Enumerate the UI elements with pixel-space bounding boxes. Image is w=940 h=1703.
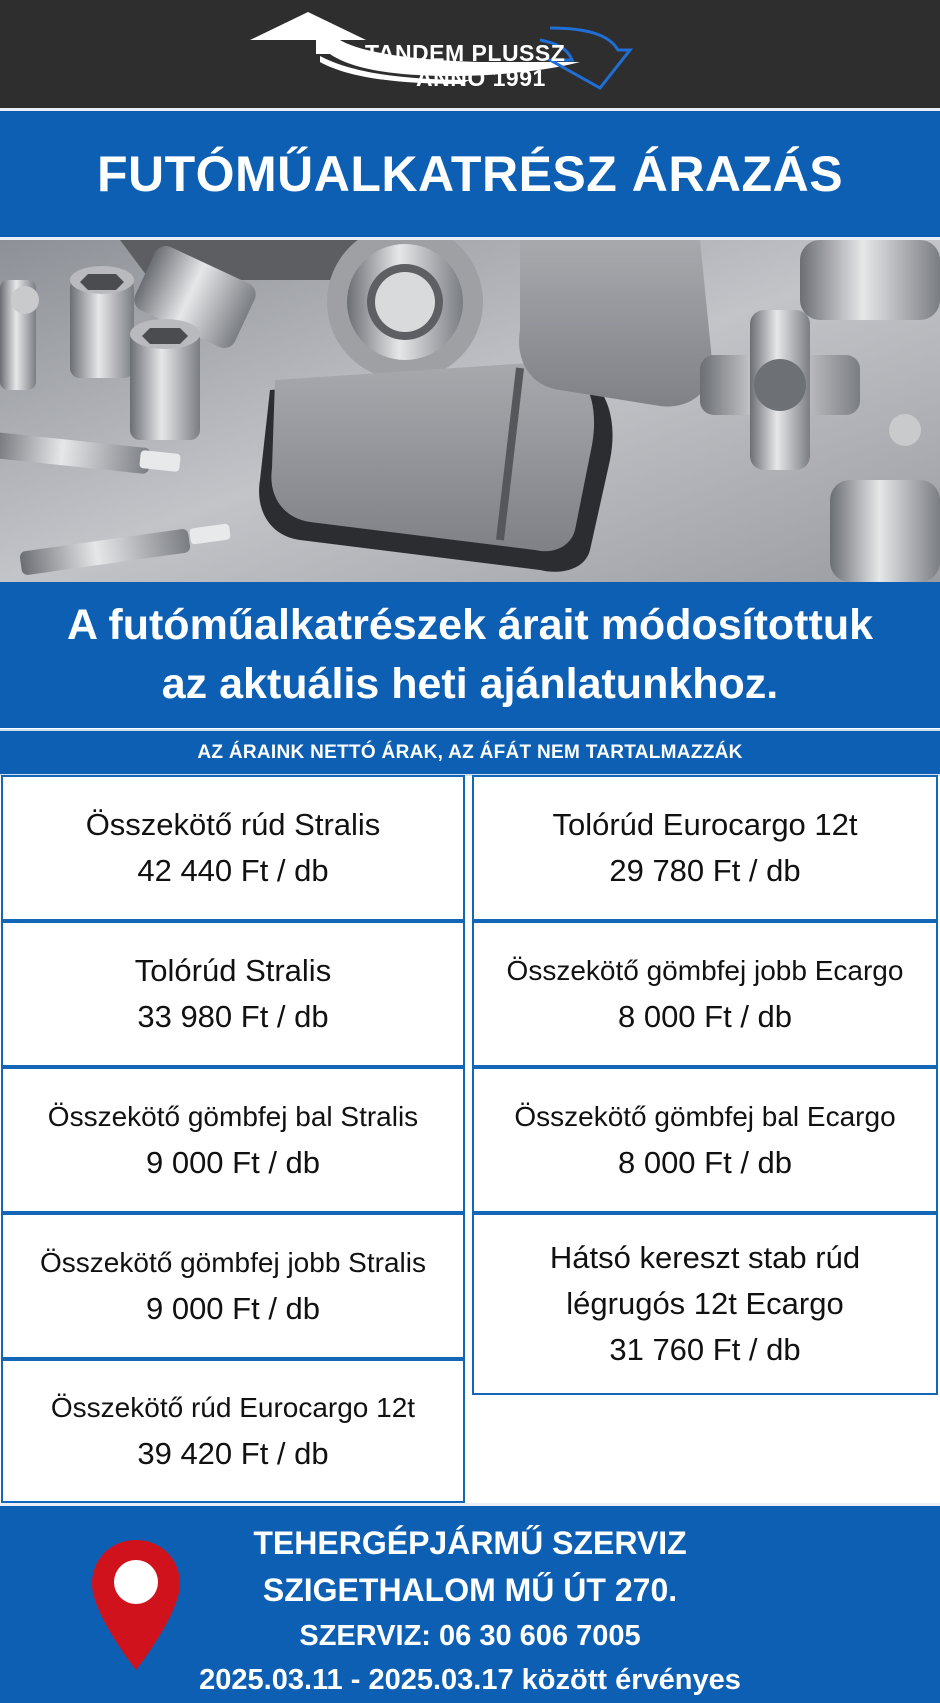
part-name: Összekötő rúd Stralis — [85, 807, 381, 842]
part-name: Összekötő rúd Eurocargo 12t — [50, 1392, 416, 1423]
price-card — [472, 1067, 938, 1213]
footer — [0, 1503, 940, 1703]
part-price: 29 780 Ft / db — [609, 853, 801, 888]
part-name-line-1: Hátsó kereszt stab rúd — [549, 1240, 861, 1275]
hero-image — [0, 240, 940, 582]
part-name: Tolórúd Stralis — [134, 953, 332, 988]
brand-name: TANDEM PLUSSZ — [365, 40, 566, 66]
price-card — [472, 921, 938, 1067]
price-card — [1, 775, 465, 921]
vat-note: AZ ÁRAINK NETTÓ ÁRAK, AZ ÁFÁT NEM TARTALMAZZÁK — [0, 729, 940, 776]
part-name: Tolórúd Eurocargo 12t — [552, 807, 858, 842]
part-name: Összekötő gömbfej jobb Stralis — [40, 1247, 426, 1278]
phone: SZERVIZ: 06 30 606 7005 — [299, 1620, 641, 1652]
announcement-line-1: A futóműalkatrészek árait módosítottuk — [67, 601, 873, 649]
price-card — [1, 921, 465, 1067]
part-price: 9 000 Ft / db — [145, 1291, 321, 1326]
price-grid — [0, 775, 940, 1503]
announcement — [0, 582, 940, 728]
price-card — [472, 1213, 938, 1395]
price-card — [1, 1067, 465, 1213]
validity: 2025.03.11 - 2025.03.17 között érvényes — [199, 1664, 741, 1696]
part-price: 42 440 Ft / db — [137, 853, 329, 888]
part-price: 9 000 Ft / db — [145, 1145, 321, 1180]
part-price: 39 420 Ft / db — [137, 1436, 329, 1471]
address: SZIGETHALOM MŰ ÚT 270. — [262, 1572, 678, 1608]
brand-tagline: ANNO 1991 — [416, 65, 546, 91]
price-card — [1, 1213, 465, 1359]
part-price: 8 000 Ft / db — [617, 999, 793, 1034]
page-title: FUTÓMŰALKATRÉSZ ÁRAZÁS — [96, 146, 844, 202]
part-name: Összekötő gömbfej bal Ecargo — [514, 1101, 896, 1132]
contact-info — [150, 1520, 790, 1702]
auto-parts-photo — [0, 240, 940, 582]
part-price: 8 000 Ft / db — [617, 1145, 793, 1180]
title-band — [0, 111, 940, 240]
header — [0, 0, 940, 111]
price-card — [1, 1359, 465, 1503]
part-price: 31 760 Ft / db — [609, 1332, 801, 1367]
part-name-line-2: légrugós 12t Ecargo — [566, 1286, 844, 1321]
announcement-line-2: az aktuális heti ajánlatunkhoz. — [161, 660, 779, 708]
part-name: Összekötő gömbfej jobb Ecargo — [506, 955, 904, 986]
service-name: TEHERGÉPJÁRMŰ SZERVIZ — [253, 1525, 687, 1561]
brand-logo — [250, 10, 690, 100]
price-card — [472, 775, 938, 921]
part-name: Összekötő gömbfej bal Stralis — [47, 1101, 419, 1132]
part-price: 33 980 Ft / db — [137, 999, 329, 1034]
